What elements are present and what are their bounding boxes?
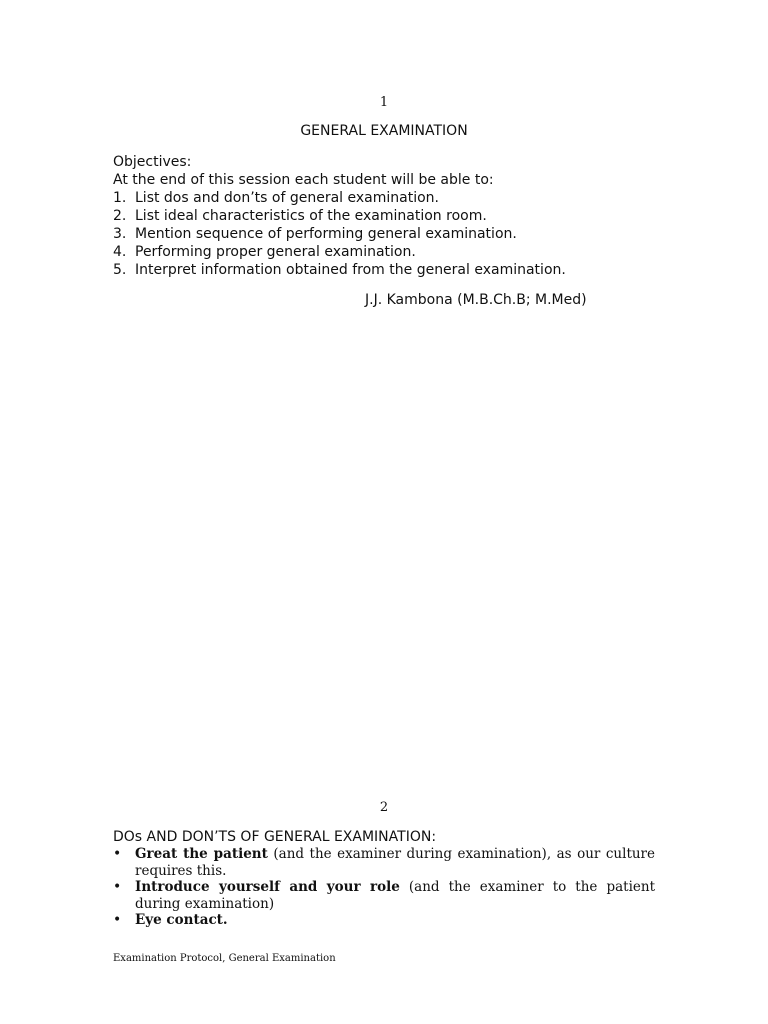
objective-number: 5. (113, 262, 127, 278)
list-item-bold: Introduce yourself and your role (135, 879, 400, 895)
objective-item (113, 243, 673, 261)
objectives-section (113, 153, 673, 279)
objective-text: List dos and don’ts of general examination. (135, 190, 440, 206)
objective-text: Performing proper general examination. (135, 244, 416, 260)
objective-text: Mention sequence of performing general examination. (135, 226, 517, 242)
objective-item (113, 261, 673, 279)
list-item-text (135, 846, 655, 879)
objective-item (113, 225, 673, 243)
list-item-text (135, 879, 655, 912)
list-item (113, 912, 655, 929)
page-footer: Examination Protocol, General Examination (113, 953, 336, 964)
objective-item (113, 189, 673, 207)
list-item (113, 879, 655, 912)
page-number: 1 (379, 95, 389, 110)
section-heading: DOs AND DON’TS OF GENERAL EXAMINATION: (113, 829, 437, 845)
objective-text: Interpret information obtained from the general examination. (135, 262, 566, 278)
page-number: 2 (379, 800, 389, 815)
document-title: GENERAL EXAMINATION (300, 123, 468, 139)
bullet-icon: • (113, 879, 122, 895)
list-item (113, 846, 655, 879)
objectives-label: Objectives: (113, 154, 192, 170)
objectives-intro: At the end of this session each student will be able to: (113, 172, 494, 188)
objective-item (113, 207, 673, 225)
list-item-bold: Eye contact. (135, 912, 228, 928)
objective-number: 2. (113, 208, 127, 224)
list-item-text (135, 912, 655, 929)
objectives-list (113, 189, 673, 279)
list-item-rest: (and the examiner during examination), as our culture requires this. (135, 846, 656, 879)
objective-text: List ideal characteristics of the examination room. (135, 208, 487, 224)
author-credit: J.J. Kambona (M.B.Ch.B; M.Med) (365, 292, 587, 308)
list-item-bold: Great the patient (135, 846, 268, 862)
dos-donts-list (113, 846, 655, 929)
bullet-icon: • (113, 846, 122, 862)
objective-number: 4. (113, 244, 127, 260)
bullet-icon: • (113, 912, 122, 928)
objective-number: 1. (113, 190, 127, 206)
list-item-rest: (and the examiner to the patient during examination) (135, 879, 655, 912)
objective-number: 3. (113, 226, 127, 242)
